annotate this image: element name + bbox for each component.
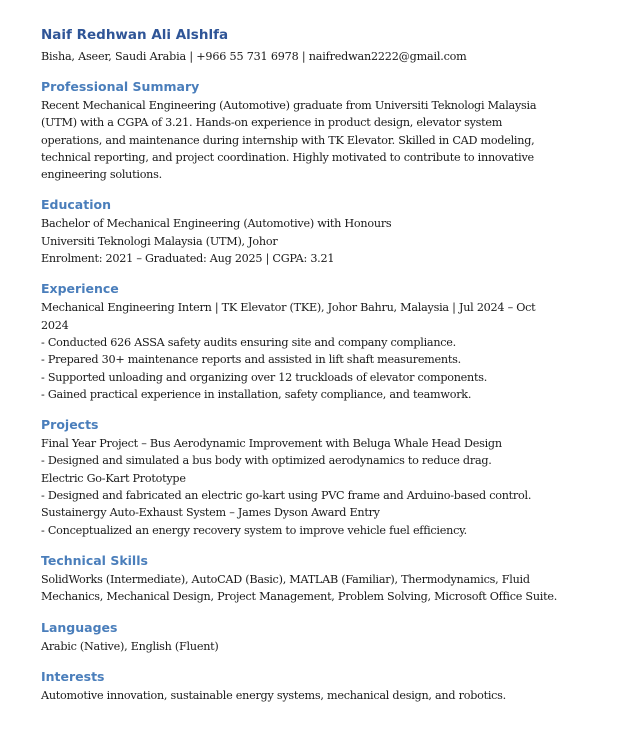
university-line: Universiti Teknologi Malaysia (UTM), Johor xyxy=(41,234,278,248)
languages-heading: Languages xyxy=(41,619,118,635)
job-title-line-cont: 2024 xyxy=(41,318,69,332)
experience-heading: Experience xyxy=(41,281,119,297)
skills-line: SolidWorks (Intermediate), AutoCAD (Basic), MATLAB (Familiar), Thermodynamics, Fluid xyxy=(41,572,530,586)
candidate-name: Naif Redhwan Ali Alshlfa xyxy=(41,27,229,43)
summary-line: engineering solutions. xyxy=(41,168,162,182)
skills-line: Mechanics, Mechanical Design, Project Management, Problem Solving, Microsoft Office Suite. xyxy=(41,590,558,604)
project-title: Electric Go-Kart Prototype xyxy=(41,471,186,485)
degree-line: Bachelor of Mechanical Engineering (Automotive) with Honours xyxy=(41,217,392,231)
experience-body xyxy=(41,299,591,403)
project-title: Sustainergy Auto-Exhaust System – James Dyson Award Entry xyxy=(41,506,380,520)
experience-bullet: - Supported unloading and organizing over 12 truckloads of elevator components. xyxy=(41,370,488,384)
languages-body xyxy=(41,638,591,655)
summary-line: technical reporting, and project coordination. Highly motivated to contribute to innovative xyxy=(41,150,534,164)
education-body xyxy=(41,215,591,267)
summary-line: Recent Mechanical Engineering (Automotive) graduate from Universiti Teknologi Malaysia xyxy=(41,99,537,112)
experience-bullet: - Prepared 30+ maintenance reports and assisted in lift shaft measurements. xyxy=(41,353,461,367)
interests-heading: Interests xyxy=(41,668,105,684)
summary-line: (UTM) with a CGPA of 3.21. Hands-on experience in product design, elevator system xyxy=(41,116,503,130)
summary-body xyxy=(41,97,591,183)
interests-body xyxy=(41,687,591,704)
project-bullet: - Conceptualized an energy recovery system to improve vehicle fuel efficiency. xyxy=(41,523,467,537)
project-bullet: - Designed and simulated a bus body with optimized aerodynamics to reduce drag. xyxy=(41,454,492,468)
projects-body xyxy=(41,435,591,539)
summary-heading: Professional Summary xyxy=(41,79,200,94)
projects-heading: Projects xyxy=(41,417,99,433)
job-title-line: Mechanical Engineering Intern | TK Elevator (TKE), Johor Bahru, Malaysia | Jul 2024 – Oct xyxy=(41,301,536,315)
skills-heading: Technical Skills xyxy=(41,552,148,568)
languages-line: Arabic (Native), English (Fluent) xyxy=(41,639,219,653)
skills-body xyxy=(41,571,591,606)
education-heading: Education xyxy=(41,197,111,213)
experience-bullet: - Gained practical experience in installation, safety compliance, and teamwork. xyxy=(41,387,472,401)
project-title: Final Year Project – Bus Aerodynamic Improvement with Beluga Whale Head Design xyxy=(41,437,502,451)
summary-line: operations, and maintenance during internship with TK Elevator. Skilled in CAD modeling, xyxy=(41,133,535,147)
project-bullet: - Designed and fabricated an electric go-kart using PVC frame and Arduino-based control. xyxy=(41,489,532,503)
experience-bullet: - Conducted 626 ASSA safety audits ensuring site and company compliance. xyxy=(41,335,456,349)
contact-info: Bisha, Aseer, Saudi Arabia | +966 55 731 6978 | naifredwan2222@gmail.com xyxy=(41,50,467,63)
enrolment-line: Enrolment: 2021 – Graduated: Aug 2025 | CGPA: 3.21 xyxy=(41,252,335,266)
interests-line: Automotive innovation, sustainable energy systems, mechanical design, and robotics. xyxy=(41,688,506,702)
